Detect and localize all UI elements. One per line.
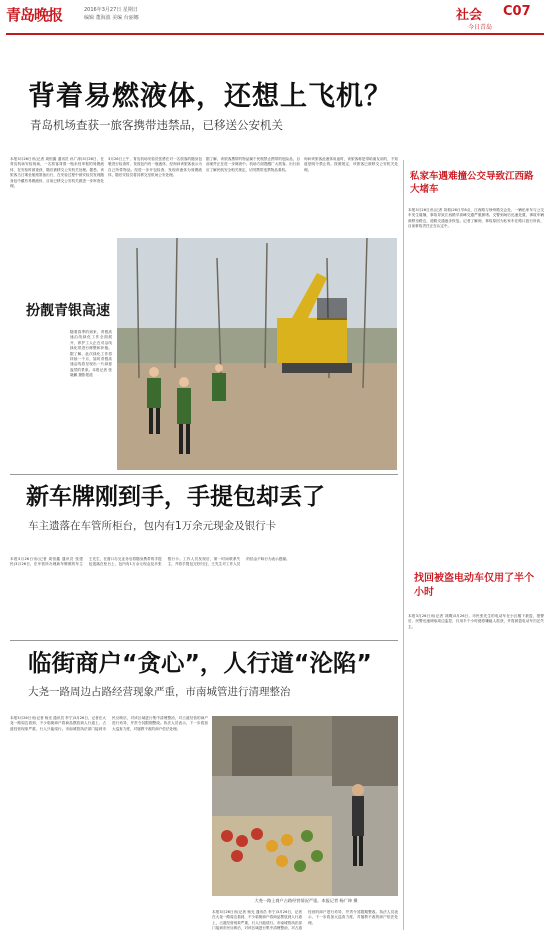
issue-date: 2016年3月27日 星期日 — [84, 7, 138, 13]
story5-headline: 找回被盗电动车仅用了半个小时 — [414, 573, 534, 598]
story3-body: 本报3月26日讯(记者 刘莉)26日早8点，江西路与徐州路交会处，一辆私家车与公交车发生碰撞，事故导致江西路早高峰交通严重拥堵。交警到场后迅速处置，事故车辆被移至路边，道路交通逐步恢复。记者了解到，事故原因为私家车在路口抢行所致，目前事故责任正在认定中。 — [408, 208, 544, 229]
story2-photo — [117, 238, 397, 470]
story4-headline: 新车牌刚到手，手提包却丢了 — [26, 484, 325, 510]
page-editors: 编辑 董海波 美编 台丽娜 — [84, 15, 139, 21]
story6-body-tail: 本报3月26日讯(记者 杨光 通讯员 李宁)3月26日，记者在大尧一路周边看到，不少临街商户将商品摆放到人行道上，占道经营现象严重，行人只能绕行。市南城管执法部门接到市民反映后，对该区域进行集中清理整治，对占道经营的商户进行劝导，并责令其限期整改。执法人员表示，下一步将加大巡查力度，对屡教不改的商户依法处理。 — [212, 910, 398, 931]
story1-subhead: 青岛机场查获一旅客携带违禁品，已移送公安机关 — [30, 118, 283, 132]
section-subtitle: 今日青岛 — [468, 24, 493, 31]
street-vendor-photo — [212, 716, 398, 896]
page-number: C07 — [503, 4, 531, 19]
masthead-rule — [6, 33, 544, 35]
story4-subhead: 车主遗落在车管所柜台，包内有1万余元现金及银行卡 — [28, 520, 277, 532]
masthead — [0, 0, 550, 36]
story2-headline: 扮靓青银高速 — [26, 303, 110, 319]
story6-body: 本报3月26日讯(记者 杨光 通讯员 李宁)3月26日，记者在大尧一路周边看到，不少临街商户将商品摆放到人行道上，占道经营现象严重，行人只能绕行。市南城管执法部门接到市民反映后，对该区域进行集中清理整治，对占道经营的商户进行劝导，并责令其限期整改。执法人员表示，下一步将加大巡查力度，对屡教不改的商户依法处理。 — [10, 716, 208, 731]
story3-headline: 私家车遇难撞公交导致江西路大堵车 — [410, 171, 534, 195]
story6-headline: 临街商户“贪心”，人行道“沦陷” — [28, 649, 372, 677]
story6-subhead: 大尧一路周边占路经营现象严重，市南城管进行清理整治 — [28, 686, 291, 698]
story1-col2: 3月26日上午，青岛机场安检员张勇在对一名旅客的随身包裹进行检查时，发现包内有一瓶液体，经询问该旅客表示为自己所带物品。经进一步开包检查，发现该液体为易燃液体，随后安检员将其移交至机场公安处理。 — [108, 157, 202, 178]
story1-col3: 据了解，该旅客携带的物品属于民航禁止携带的危险品，目前案件正在进一步调查中。机场方面提醒广大旅客，出行前应了解民航安全相关规定，切勿携带违禁物品乘机。 — [206, 157, 300, 172]
story6-photo-caption: 大尧一路上商户占路经营情况严重。本报记者 杨广坤 摄 — [254, 898, 358, 903]
column-divider — [403, 160, 404, 930]
section-label: 社会 — [456, 8, 483, 23]
story6-photo — [212, 716, 398, 896]
story5-body: 本报3月26日讯(记者 刘腾)3月26日，市民张先生的电动车在小区楼下被盗，报警后，民警迅速调取周边监控，仅用半个小时便将嫌疑人抓获，并将被盗电动车归还失主。 — [408, 614, 544, 629]
story1-col4: 询问该旅客此液体用途时，该旅客称是带给朋友用的，不知道是明令禁止的。按照规定，该旅客已被移交公安机关处理。 — [304, 157, 398, 172]
newspaper-logo: 青岛晚报 — [6, 6, 63, 24]
story4-body: 本报3月26日讯(记者 周恒鑫 通讯员 张建民)3月26日，在车管所办理新车牌照的车主王先生，在窗口办完业务后将随身携带的手提包遗落在柜台上，包内有1万余元现金及多张银行卡。工作人员发现后，第一时间联系失主，并将手提包完好归还，王先生对工作人员的拾金不昧行为表示感谢。 — [10, 557, 290, 567]
story1-headline: 背着易燃液体，还想上飞机？ — [28, 81, 392, 112]
story1-col1: 本报3月26日讯(记者 周恒鑫 通讯员 孙广涛)3月26日，在青岛机场安检现场，一名旅客背着一瓶未经申报的易燃液体，在安检时被查获，随后被移交公安机关处理。据悉，该旅客当日乘坐航班准备出行，在安检过程中被安检员发现随身包中藏有易燃液体，目前已移交公安机关做进一步审查处理。 — [10, 157, 104, 189]
highway-planting-photo — [117, 238, 397, 470]
story2-body: 随着春季的到来，青银高速沿线绿化工作全面展开，养护工人正在对沿线绿化带进行修整和补植。据了解，此次绿化工作将持续一个月，届时青银高速沿线将呈现出一片绿意盎然的景象。本报记者 张晓鹏 摄影报道 — [70, 330, 112, 378]
